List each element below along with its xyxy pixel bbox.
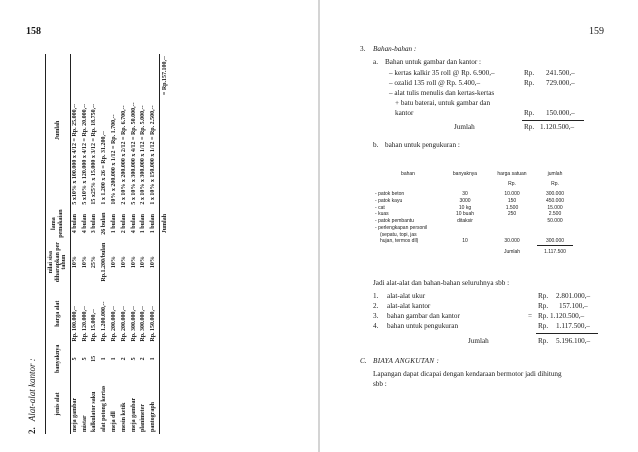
summary-amount: 2.801.000,– [556,292,591,300]
a-line-cur: Rp. [524,69,535,77]
cell-duration: 3 bulan [91,214,98,234]
summary-total-cur: Rp. [538,337,549,345]
item-b-marker: b. [373,141,379,149]
cell-total: 2 x 10% x 200.000 x 2/12 = Rp. 6.700,-- [120,105,127,205]
right-page-number: 159 [589,26,604,37]
cell-name: planimeter [140,404,147,432]
cell-sum: 2.500 [548,211,562,218]
footer-label: Jumlah [159,207,170,241]
cell-unit: 1.500 [505,204,519,211]
cell-sum: 450.000 [545,197,565,204]
col-header: jenis alat [46,374,71,434]
left-page-number: 158 [26,26,41,37]
section-title-text: Alat-alat kantor : [27,358,37,422]
col-header: harga satuan [497,171,527,177]
summary-label: alat-alat kantor [387,302,431,310]
cell-duration: 1 bulan [150,214,157,234]
a-line-cur: Rp. [524,79,535,87]
col-header: bahan [401,171,415,177]
a-line-amount: 150.000,– [546,109,575,117]
a-line-amount: 729.000,– [546,79,575,87]
cell-duration: 4 bulan [130,214,137,234]
cell-sum: 300.000 [545,191,565,197]
cell-qty: 30 [462,191,468,197]
summary-amount: 157.100,– [559,302,588,310]
col-header: nilai sisa diharapkan per tahun [46,241,71,284]
section-c-title: BIAYA ANGKUTAN : [373,357,440,365]
b-total-sum: 1.117.500 [544,249,566,255]
cell-residual: 10% [130,256,137,269]
cell-name: patok kayu [378,197,403,204]
a-line: – ozalid 135 roll @ Rp. 5.400,– [389,79,481,87]
section-c-body-2: sbb : [373,380,387,388]
table-row: - kuas 10 buah 250 2.500 [373,211,573,218]
cell-name: hujan, termos dll) [380,238,419,245]
footer-total: = Rp.157.100,-- [159,54,170,207]
cell-duration: 4 bulan [81,214,88,234]
cell-residual: 10% [81,256,88,269]
col-header: banyaknya [452,171,478,177]
summary-n: 3. [373,312,379,320]
summary-n: 2. [373,302,379,310]
cell-total: 5 x10% x 100.000 x 4/12 = Rp. 25.000,-- [71,103,78,205]
cell-name: alat potong kertas [101,385,108,432]
cell-unit: 250 [507,211,517,218]
section-3-title: Bahan-bahan : [373,45,417,53]
cell-total: 10% x 200.000 x 1/12 = Rp. 1.700,-- [110,114,117,205]
cell-sum: 15.000 [547,204,563,211]
cell-price: Rp. 200.000,-- [120,305,127,342]
cell-name: cat [378,204,385,211]
col-header: banyaknya [46,344,71,374]
cell-sum: 50.000 [547,218,563,224]
summary-sum-rule [536,333,598,334]
cell-duration: 1 bulan [110,214,117,234]
cell-unit: 30.000 [504,238,520,245]
a-total-label: Jumlah [454,123,475,131]
cell-duration: 26 bulan [101,212,108,235]
cell-name: mesin ketik [120,402,127,432]
summary-cur: Rp. [538,292,549,300]
cell-duration: 4 bulan [71,214,78,234]
cell-total: 1 x 10% x 150.000 x 1/12 = Rp. 2.500,-- [150,105,157,205]
cell-name: pantograph [150,401,157,432]
table-row: - cat 10 kg 1.500 15.000 [373,205,573,212]
a-line-cur: Rp. [524,109,535,117]
summary-cur: Rp. [538,302,549,310]
col-header: lama pemakaian [46,207,71,241]
cell-price: Rp. 100.000,-- [71,305,78,342]
cell-qty: 1 [150,357,157,361]
cell-qty: 10 buah [455,211,475,218]
cell-qty: 10 kg [458,204,472,211]
summary-total-label: Jumlah [468,337,489,345]
cell-unit: 10.000 [504,191,520,197]
a-total-cur: Rp. [524,123,535,131]
cell-name: meja dll [110,411,117,432]
col-header: jumlah [547,171,563,177]
section-c-marker: C. [360,357,367,365]
cell-sum: 300.000 [537,238,573,245]
cell-name: kuas [378,211,389,218]
cell-qty: 2 [140,357,147,361]
summary-label: alat-alat ukur [387,292,426,300]
cell-name: meja gambar [130,397,137,432]
table-row: - patok pembantu ditaksir 50.000 [373,218,573,225]
cell-unit: 150 [507,197,517,204]
col-header: Jumlah [46,54,71,207]
cell-duration: 1 bulan [140,214,147,234]
cell-total: 2 x 10% x 300.000 x 1/12 = Rp. 5.000,-- [140,105,147,205]
cell-residual: Rp.1.200/bulan [101,242,108,282]
table-row: - perlengkapan personil [375,224,428,231]
item-a-marker: a. [373,58,378,66]
cell-name: patok pembantu [378,218,414,224]
cell-price: Rp. 300.000,-- [130,305,137,342]
table-row: - patok beton 30 10.000 300.000 [373,191,573,198]
section-3-number: 3. [360,45,366,53]
a-line-amount: 241.500,– [546,69,575,77]
cell-name: perlengkapan personil [378,224,428,231]
cell-price: Rp. 1.200.000,-- [101,301,108,342]
a-line: – alat tulis menulis dan kertas-kertas [389,89,495,97]
cell-qty: 5 [130,357,137,361]
col-subheader: Rp. [508,181,516,187]
summary-amount: Rp. 1.120.500,– [538,312,585,320]
section-c-body-1: Lapangan dapat dicapai dengan kendaraan bermotor jadi dihitung [373,370,562,378]
a-line: kantor [395,109,414,117]
cell-residual: 25% [91,256,98,269]
table-row: - patok kayu 3000 150 450.000 [373,198,573,205]
item-a-heading: Bahan untuk gambar dan kantor : [385,58,482,66]
col-subheader: Rp. [551,181,559,187]
summary-amount: 1.117.500,– [556,322,590,330]
summary-n: 4. [373,322,379,330]
a-line: – kertas kalkir 35 roll @ Rp. 6.900,– [389,69,495,77]
cell-residual: 10% [71,256,78,269]
cell-price: Rp. 120.000,-- [81,305,88,342]
a-total-amount: 1.120.500,– [540,123,575,131]
summary-n: 1. [373,292,379,300]
cell-qty: ditaksir [457,218,473,224]
cell-qty: 10 [462,238,468,245]
cell-price: Rp. 150.000,-- [150,305,157,342]
cell-total: 5 x 10% x 300.000 x 4/12 = Rp. 50.000,-- [130,102,137,205]
cell-qty: 3000 [459,197,471,204]
summary-label: bahan untuk pengukuran [387,322,459,330]
summary-cur: Rp. [538,322,549,330]
summary-label: bahan gambar dan kantor [387,312,460,320]
cell-price: Rp. 200.000,-- [110,305,117,342]
cell-name: mistar [81,415,88,432]
col-header: harga alat [46,284,71,344]
cell-residual: 10% [150,256,157,269]
cell-qty: 15 [91,355,98,362]
cell-price: Rp. 15.000,-- [91,308,98,342]
cell-price: Rp. 300.000,-- [140,305,147,342]
cell-qty: 1 [101,357,108,361]
summary-total-amount: 5.196.100,– [556,337,591,345]
cell-qty: 1 [110,357,117,361]
cell-qty: 5 [71,357,78,361]
cell-total: 5 x10% x 120.000 x 4/12 = Rp. 20.000,-- [81,103,88,205]
cell-qty: 5 [81,357,88,361]
cell-residual: 10% [140,256,147,269]
b-total-label: Jumlah [503,248,521,255]
cell-duration: 2 bulan [120,214,127,234]
cell-name: (sepatu, topi, jas [380,231,417,238]
item-b-heading: bahan untuk pengukuran : [385,141,460,149]
cell-name: patok beton [378,191,405,197]
cell-name: kalkulator saku [91,391,98,432]
summary-intro: Jadi alat-alat dan bahan-bahan seluruhnya sbb : [373,279,510,287]
cell-qty: 2 [120,357,127,361]
summary-cur: = [528,312,533,320]
a-line: + batu baterai, untuk gambar dan [395,99,491,107]
cell-name: meja gambar [71,397,78,432]
cell-residual: 10% [120,256,127,269]
cell-total: 15 x25% x 15.000 x 3/12 = Rp. 18.750,-- [91,103,98,205]
cell-residual: 10% [110,256,117,269]
section-number: 2. [27,427,37,434]
cell-total: 1 x 1.200 x 26 = Rp. 31.200,-- [101,131,108,205]
